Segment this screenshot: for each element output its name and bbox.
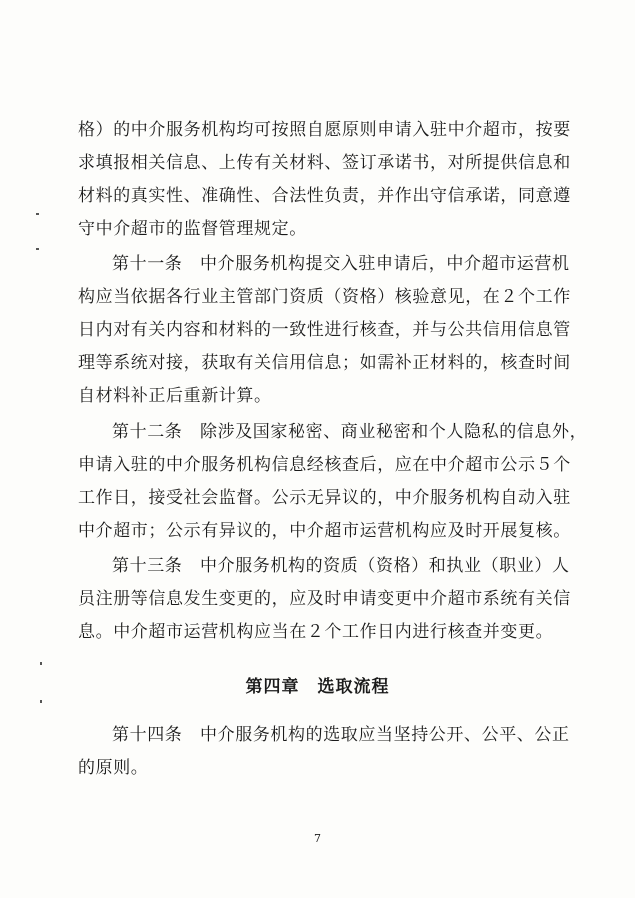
text-line: 材料的真实性、准确性、合法性负责，并作出守信承诺，同意遵 bbox=[78, 186, 571, 206]
text-line: 格）的中介服务机构均可按照自愿原则申请入驻中介超市，按要 bbox=[78, 120, 571, 140]
text-line: 工作日，接受社会监督。公示无异议的，中介服务机构自动入驻 bbox=[78, 488, 571, 508]
scan-mark bbox=[40, 700, 42, 703]
text-line: 中介超市；公示有异议的，中介超市运营机构应及时开展复核。 bbox=[78, 521, 571, 541]
text-line: 构应当依据各行业主管部门资质（资格）核验意见，在２个工作 bbox=[78, 287, 571, 307]
article-11-start: 第十一条 中介服务机构提交入驻申请后，中介超市运营机 bbox=[112, 254, 570, 274]
text-line: 求填报相关信息、上传有关材料、签订承诺书，对所提供信息和 bbox=[78, 153, 571, 173]
text-line: 自材料补正后重新计算。 bbox=[78, 386, 272, 406]
text-line: 员注册等信息发生变更的，应及时申请变更中介超市系统有关信 bbox=[78, 589, 571, 609]
text-line: 申请入驻的中介服务机构信息经核查后，应在中介超市公示５个 bbox=[78, 455, 571, 475]
scan-mark bbox=[40, 662, 42, 665]
page-number: 7 bbox=[314, 832, 321, 845]
scan-mark bbox=[36, 248, 39, 250]
text-line: 日内对有关内容和材料的一致性进行核查，并与公共信用信息管 bbox=[78, 320, 571, 340]
text-line: 的原则。 bbox=[78, 758, 149, 778]
scan-mark bbox=[36, 213, 39, 215]
article-13-start: 第十三条 中介服务机构的资质（资格）和执业（职业）人 bbox=[112, 556, 570, 576]
article-14-start: 第十四条 中介服务机构的选取应当坚持公开、公平、公正 bbox=[112, 725, 570, 745]
text-line: 理等系统对接，获取有关信用信息；如需补正材料的，核查时间 bbox=[78, 353, 571, 373]
text-line: 守中介超市的监督管理规定。 bbox=[78, 219, 307, 239]
article-12-start: 第十二条 除涉及国家秘密、商业秘密和个人隐私的信息外， bbox=[112, 422, 588, 442]
chapter-heading: 第四章 选取流程 bbox=[245, 677, 390, 697]
text-line: 息。中介超市运营机构应当在２个工作日内进行核查并变更。 bbox=[78, 622, 554, 642]
